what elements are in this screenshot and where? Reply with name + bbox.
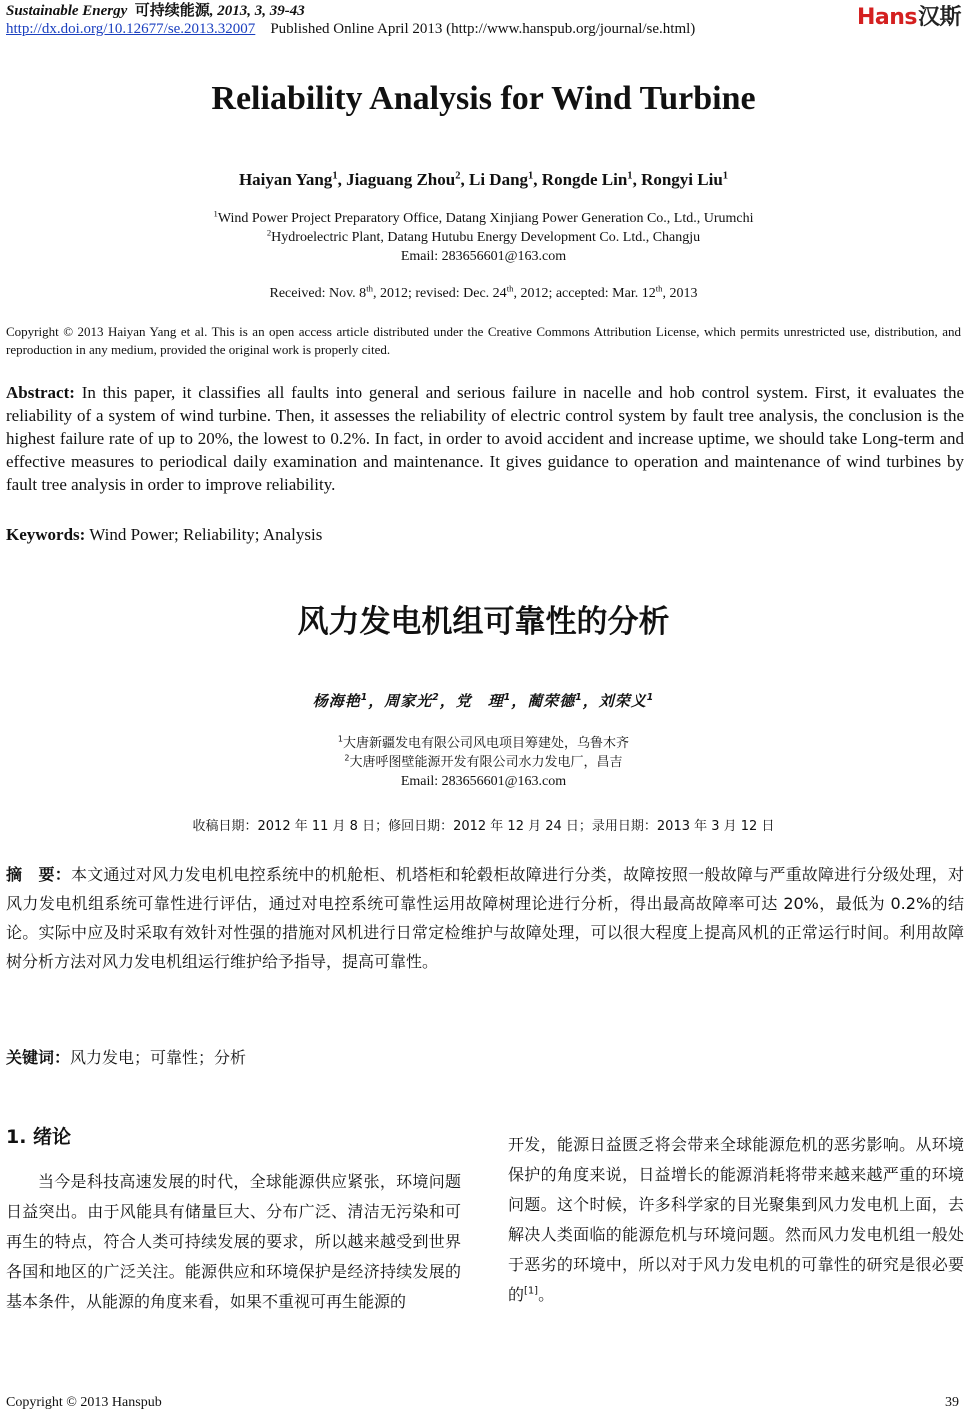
- date-accepted: , 2012; accepted: Mar. 12: [513, 286, 656, 301]
- dates-en: [0, 283, 967, 302]
- doi-link[interactable]: http://dx.doi.org/10.12677/se.2013.32007: [6, 21, 256, 37]
- abstract-cn: [6, 860, 964, 976]
- ordinal-sup: th: [506, 283, 514, 294]
- affiliation-1: [0, 209, 967, 228]
- author-name: 刘荣义: [598, 692, 647, 710]
- author-separator: ，: [439, 692, 456, 710]
- email-en: Email: 283656601@163.com: [400, 249, 567, 264]
- keywords-text: Wind Power; Reliability; Analysis: [89, 525, 323, 544]
- author-name: 蔺荣德: [527, 692, 576, 710]
- journal-name-cn: 可持续能源: [134, 3, 210, 19]
- keywords-en: [6, 525, 322, 545]
- author-name: Rongyi Liu: [641, 170, 723, 189]
- paper-title-cn: 风力发电机组可靠性的分析: [297, 604, 670, 640]
- dates-cn: 收稿日期：2012 年 11 月 8 日；修回日期：2012 年 12 月 24 日；录用日期：2013 年 3 月 12 日: [192, 819, 775, 834]
- copyright-notice: Copyright © 2013 Haiyan Yang et al. This is an open access article distributed under the Creative Commons Attribution License, which permits unrestricted use, distribution, and reproduction in any medium, provided the original work is properly cited.: [6, 324, 961, 357]
- author-sup: 1: [722, 170, 729, 182]
- affiliation-text: 大唐新疆发电有限公司风电项目筹建处，乌鲁木齐: [343, 736, 630, 751]
- author-sup: 1: [528, 170, 534, 182]
- author-separator: ，: [582, 692, 599, 710]
- citation-ref[interactable]: [1]: [524, 1285, 539, 1297]
- journal-citation: [6, 2, 695, 20]
- body-column-right: [508, 1130, 964, 1310]
- hanspub-logo: [857, 0, 961, 31]
- abstract-label: Abstract:: [6, 383, 75, 402]
- affiliations-cn: [0, 734, 967, 791]
- body-text-end: 。: [538, 1285, 555, 1304]
- email-cn: Email: 283656601@163.com: [400, 774, 567, 789]
- journal-header: [6, 2, 695, 38]
- authors-en: Haiyan Yang$^1$, Jiaguang Zhou$^2$, Li Dang$^1$, Rongde Lin$^1$, Rongyi Liu$^1$: [238, 170, 729, 189]
- keywords-label: Keywords:: [6, 525, 86, 544]
- page-number: 39: [945, 1395, 959, 1410]
- author-name: 周家光: [384, 692, 433, 710]
- author-name: 杨海艳: [312, 692, 361, 710]
- journal-name: [6, 3, 305, 19]
- date-year: , 2013: [662, 286, 698, 301]
- abstract-en: [6, 381, 964, 496]
- logo-text-en: Hans: [856, 5, 917, 30]
- footer-copyright: Copyright © 2013 Hanspub: [6, 1395, 162, 1410]
- journal-volume: , 2013, 3, 39-43: [209, 3, 305, 19]
- author-sup: 1: [360, 692, 369, 703]
- affiliation-sup: 1: [337, 734, 344, 744]
- authors-cn: [0, 690, 967, 711]
- keywords-label: 关键词：: [6, 1048, 71, 1067]
- keywords-cn: [6, 1045, 246, 1068]
- body-column-left: 当今是科技高速发展的时代，全球能源供应紧张，环境问题日益突出。由于风能具有储量巨大、分布广泛、清洁无污染和可再生的特点，符合人类可持续发展的要求，所以越来越受到世界各国和地区的广泛关注。能源供应和环境保护是经济持续发展的基本条件，从能源的角度来看，如果不重视可再生能源的: [6, 1172, 461, 1311]
- affiliation-sup: 2: [266, 227, 272, 238]
- affiliations-en: [0, 209, 967, 266]
- abstract-text: In this paper, it classifies all faults into general and serious failure in nacelle and hob control system. First, it evaluates the reliability of a system of wind turbine. Then, it assesses the reliability of electric control system by fault tree analysis, the conclusion is the highest failure rate of up to 20%, the lowest to 0.2%. In fact, in order to avoid accident and increase uptime, we should take Long-term and effective measures to periodical daily examination and maintenance. It gives guidance to operation and maintenance of wind turbines by fault tree analysis in order to improve reliability.: [6, 383, 964, 494]
- author-sup: 1: [627, 170, 633, 182]
- published-online: Published Online April 2013 (http://www.hanspub.org/journal/se.html): [270, 21, 696, 37]
- affiliation-sup: 1: [213, 208, 218, 219]
- author-name: Rongde Lin: [541, 170, 628, 189]
- date-revised: , 2012; revised: Dec. 24: [372, 286, 507, 301]
- author-sup: 1: [503, 692, 512, 703]
- affiliation-text: Wind Power Project Preparatory Office, Datang Xinjiang Power Generation Co., Ltd., Urumchi: [217, 211, 754, 226]
- logo-text-cn: 汉斯: [917, 5, 961, 30]
- affiliation-cn-1: [0, 734, 967, 753]
- author-name: 党 理: [455, 692, 504, 710]
- author-sup: 1: [332, 170, 338, 182]
- journal-name-en: Sustainable Energy: [6, 3, 128, 19]
- author-sup: 1: [575, 692, 583, 703]
- abstract-label: 摘 要：: [6, 865, 71, 884]
- section-heading: 1. 绪论: [6, 1126, 72, 1148]
- ordinal-sup: th: [655, 283, 663, 294]
- keywords-text: 风力发电；可靠性；分析: [70, 1048, 247, 1067]
- abstract-text: 本文通过对风力发电机电控系统中的机舱柜、机塔柜和轮毂柜故障进行分类，故障按照一般故障与严重故障进行分级处理，对风力发电机组系统可靠性进行评估，通过对电控系统可靠性运用故障树理论进行分析，得出最高故障率可达 20%，最低为 0.2%的结论。实际中应及时采取有效针对性强的措施对风机进行日常定检维护与故障处理，可以很大程度上提高风机的正常运行时间。利用故障树分析方法对风力发电机组运行维护给予指导，提高可靠性。: [6, 865, 964, 971]
- author-separator: ，: [368, 692, 385, 710]
- body-text: 开发，能源日益匮乏将会带来全球能源危机的恶劣影响。从环境保护的角度来说，日益增长的能源消耗将带来越来越严重的环境问题。这个时候，许多科学家的目光聚集到风力发电机上面，去解决人类面临的能源危机与环境问题。然而风力发电机组一般处于恶劣的环境中，所以对于风力发电机的可靠性的研究是很必要的: [508, 1135, 964, 1304]
- affiliation-text: Hydroelectric Plant, Datang Hutubu Energy Development Co. Ltd., Changju: [271, 230, 701, 245]
- author-name: Li Dang: [468, 170, 529, 189]
- author-sup: 1: [646, 692, 655, 703]
- ordinal-sup: th: [366, 283, 373, 294]
- author-separator: ，: [511, 692, 528, 710]
- author-sup: 2: [455, 170, 461, 182]
- author-sup: 2: [432, 692, 440, 703]
- publication-line: [6, 20, 695, 38]
- affiliation-2: [0, 228, 967, 247]
- paper-title-en: Reliability Analysis for Wind Turbine: [211, 80, 756, 117]
- affiliation-sup: 2: [344, 753, 350, 763]
- affiliation-cn-2: [0, 753, 967, 772]
- author-name: Jiaguang Zhou: [346, 170, 456, 189]
- author-name: Haiyan Yang: [238, 170, 333, 189]
- date-received: Received: Nov. 8: [269, 286, 367, 301]
- affiliation-text: 大唐呼图壁能源开发有限公司水力发电厂，昌吉: [349, 755, 623, 770]
